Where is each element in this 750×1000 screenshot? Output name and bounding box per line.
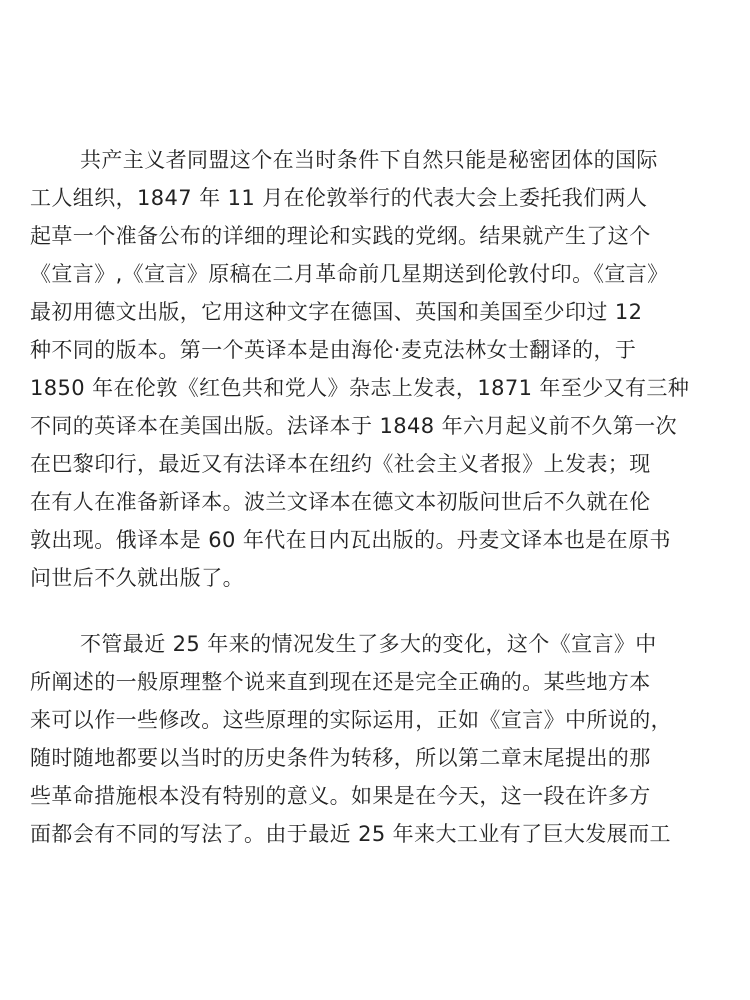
paragraph-2-line-3: 来可以作一些修改。这些原理的实际运用，正如《宣言》中所说的， [30, 708, 672, 732]
paragraph-1-line-5: 最初用德文出版，它用这种文字在德国、英国和美国至少印过 12 [30, 300, 643, 324]
paragraph-1-line-2: 工人组织，1847 年 11 月在伦敦举行的代表大会上委托我们两人 [30, 186, 648, 210]
paragraph-2-line-2: 所阐述的一般原理整个说来直到现在还是完全正确的。某些地方本 [30, 670, 651, 694]
paragraph-2-line-4: 随时随地都要以当时的历史条件为转移，所以第二章末尾提出的那 [30, 746, 651, 770]
paragraph-1-line-4: 《宣言》,《宣言》原稿在二月革命前几星期送到伦敦付印。《宣言》 [30, 262, 669, 286]
paragraph-1-line-7: 1850 年在伦敦《红色共和党人》杂志上发表，1871 年至少又有三种 [30, 376, 690, 400]
paragraph-1-line-8: 不同的英译本在美国出版。法译本于 1848 年六月起义前不久第一次 [30, 414, 677, 438]
paragraph-1-line-6: 种不同的版本。第一个英译本是由海伦·麦克法林女士翻译的，于 [30, 338, 637, 362]
paragraph-1-line-11: 敦出现。俄译本是 60 年代在日内瓦出版的。丹麦文译本也是在原书 [30, 528, 671, 552]
paragraph-1-line-12: 问世后不久就出版了。 [30, 566, 244, 590]
paragraph-2-line-6: 面都会有不同的写法了。由于最近 25 年来大工业有了巨大发展而工 [30, 822, 671, 846]
paragraph-2-line-1: 不管最近 25 年来的情况发生了多大的变化，这个《宣言》中 [80, 632, 657, 656]
paragraph-1-line-10: 在有人在准备新译本。波兰文译本在德文本初版问世后不久就在伦 [30, 490, 651, 514]
paragraph-1-line-1: 共产主义者同盟这个在当时条件下自然只能是秘密团体的国际 [80, 148, 658, 172]
paragraph-1-line-3: 起草一个准备公布的详细的理论和实践的党纲。结果就产生了这个 [30, 224, 651, 248]
paragraph-1-line-9: 在巴黎印行，最近又有法译本在纽约《社会主义者报》上发表；现 [30, 452, 651, 476]
paragraph-2-line-5: 些革命措施根本没有特别的意义。如果是在今天，这一段在许多方 [30, 784, 651, 808]
